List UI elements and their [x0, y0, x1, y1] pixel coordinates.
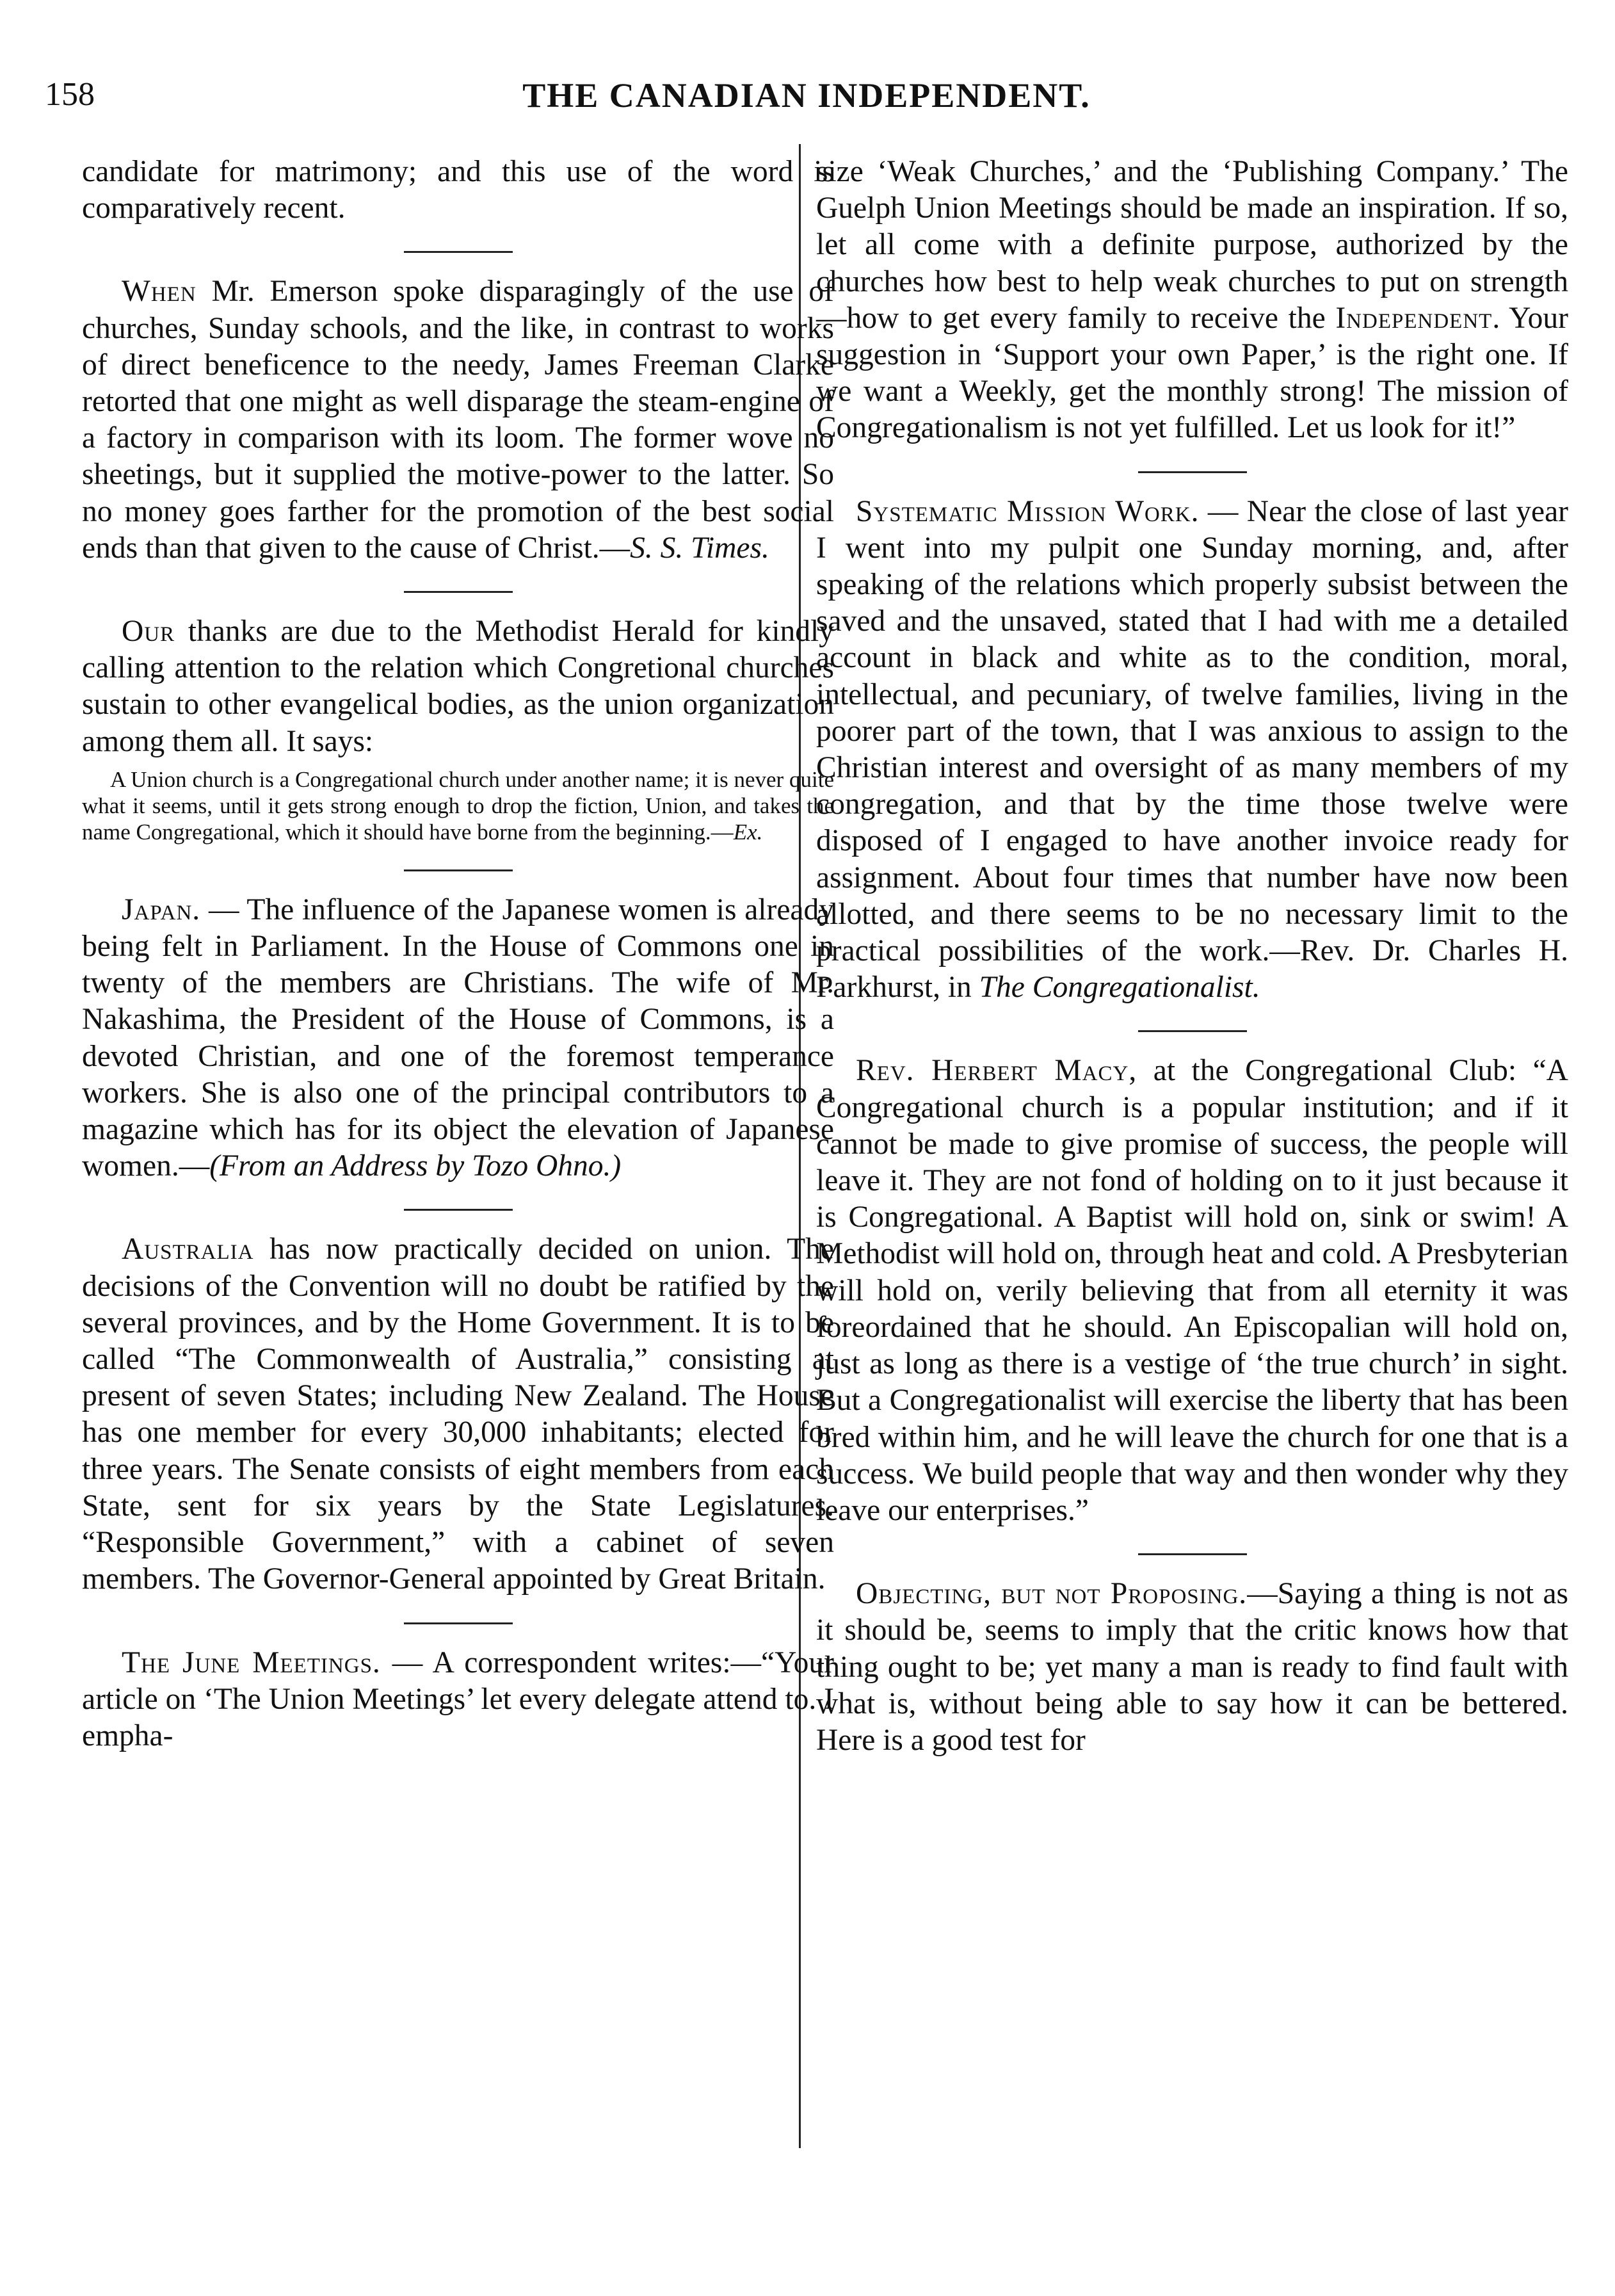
article-lead: Rev. Herbert Macy, — [856, 1054, 1137, 1088]
separator-rule — [1138, 1553, 1247, 1555]
article-lead: Objecting, but not Proposing. — [856, 1577, 1248, 1611]
quote-text: A Union church is a Congregational church under another name; it is never quite what it seems, until it gets strong enough to drop the fiction, Union, and takes the name Congregational, which it should have borne from the beginning.— — [82, 766, 834, 845]
article-june-meetings-continued — [816, 154, 1568, 447]
article-text: — A correspondent writes:—“Your article on ‘The Union Meetings’ let every delegate attend to. I empha- — [82, 1645, 834, 1752]
article-june-meetings — [82, 1645, 834, 1755]
article-text: — Near the close of last year I went into my pulpit one Sunday morning, and, after speaking of the relations which properly subsist between the saved and the unsaved, stated that I had with me a detailed account in black and white as to the condition, moral, intellectual, and pecuniary, of twelve families, living in the poorer part of the town, that I was anxious to assign to the Christian interest and oversight of as many members of my congregation, and that by the time those twelve were disposed of I engaged to have another invoice ready for assignment. About four times that number have now been allotted, and there seems to be no necessary limit to the practical possibilities of the work.—Rev. Dr. Charles H. Parkhurst, in — [816, 494, 1568, 1005]
separator-rule — [404, 1622, 513, 1624]
article-text: at the Congregational Club: “A Congregational church is a popular institution; and if it cannot be made to give promise of success, the people will leave it. They are not fond of holding on to it just because it is Congregational. A Baptist will hold on, sink or swim! A Methodist will hold on, through heat and cold. A Presbyterian will hold on, verily believing that from all eternity it was foreordained that he should. An Episcopalian will hold on, just as long as there is a vestige of ‘the true church’ in sight. But a Congregationalist will exercise the liberty that has been bred within him, and he will leave the church for one that is a success. We build people that way and then wonder why they leave our enterprises.” — [816, 1054, 1568, 1527]
article-source: (From an Address by Tozo Ohno.) — [209, 1149, 622, 1183]
separator-rule — [1138, 1030, 1247, 1032]
page-number: 158 — [45, 76, 95, 113]
article-lead: Japan. — [122, 893, 201, 926]
article-lead: When — [122, 275, 197, 309]
article-text: — The influence of the Japanese women is already being felt in Parliament. In the House of Commons one in twenty of the members are Christians. The wife of Mr. Nakashima, the President of the House of Commons, is a devoted Christian, and one of the foremost temperance workers. She is also one of the principal contributors to a magazine which has for its object the elevation of Japanese women.— — [82, 893, 834, 1183]
article-australia — [82, 1231, 834, 1597]
article-text: thanks are due to the Methodist Herald for kindly calling attention to the relation which Congretional churches sustain to other evangelical bodies, as the union organization among them all. It says: — [82, 615, 834, 758]
article-lead: Systematic Mission Work. — [856, 494, 1200, 528]
paper-name: Independent — [1335, 301, 1493, 335]
article-source: The Congregationalist. — [979, 971, 1260, 1005]
separator-rule — [404, 251, 513, 253]
article-text: —Saying a thing is not as it should be, seems to imply that the critic knows how that thing ought to be; yet many a man is ready to find fault with what is, without being able to say how it can be bettered. Here is a good test for — [816, 1577, 1569, 1757]
right-column — [816, 154, 1568, 1759]
page-header — [45, 76, 1568, 127]
article-text: Mr. Emerson spoke disparagingly of the use of churches, Sunday schools, and the like, in contrast to works of direct beneficence to the needy, James Freeman Clarke retorted that one might as well disparage the steam-engine of a factory in comparison with its loom. The former wove no sheetings, but it supplied the motive-power to the latter. So no money goes farther for the promotion of the best social ends than that given to the cause of Christ.— — [82, 275, 834, 565]
article-text: size ‘Weak Churches,’ and the ‘Publishing Company.’ The Guelph Union Meetings should be made an inspiration. If so, let all come with a definite purpose, authorized by the churches how best to help weak churches to put on strength—how to get every family to receive the — [816, 155, 1568, 335]
block-quote — [82, 766, 834, 845]
separator-rule — [1138, 471, 1247, 473]
separator-rule — [404, 1209, 513, 1211]
article-text: has now practically decided on union. The decisions of the Convention will no doubt be ratified by the several provinces, and by the Home Government. It is to be called “The Commonwealth of Australia,” consisting at present of seven States; including New Zealand. The House has one member for every 30,000 inhabitants; elected for three years. The Senate consists of eight members from each State, sent for six years by the State Legislatures. “Responsible Government,” with a cabinet of seven members. The Governor-General appointed by Great Britain. — [82, 1233, 834, 1596]
article-continuation: candidate for matrimony; and this use of the word is comparatively recent. — [82, 155, 834, 225]
separator-rule — [404, 869, 513, 871]
article-herbert-macy — [816, 1053, 1568, 1529]
left-column — [82, 154, 834, 1754]
article-lead: Our — [122, 615, 175, 649]
article-source: S. S. Times. — [630, 531, 769, 565]
article-japan — [82, 892, 834, 1185]
article-systematic-mission — [816, 494, 1568, 1007]
article-emerson — [82, 273, 834, 567]
quote-source: Ex. — [733, 819, 763, 845]
article-methodist-herald — [82, 613, 834, 760]
article-text: . Your suggestion in ‘Support your own Paper,’ is the right one. If we want a Weekly, get the monthly strong! The mission of Congregationalism is not yet fulfilled. Let us look for it!” — [816, 301, 1568, 445]
separator-rule — [404, 591, 513, 593]
journal-title: THE CANADIAN INDEPENDENT. — [522, 76, 1091, 115]
article-lead: The June Meetings. — [122, 1645, 381, 1679]
article-lead: Australia — [122, 1233, 254, 1266]
article-objecting — [816, 1576, 1568, 1759]
